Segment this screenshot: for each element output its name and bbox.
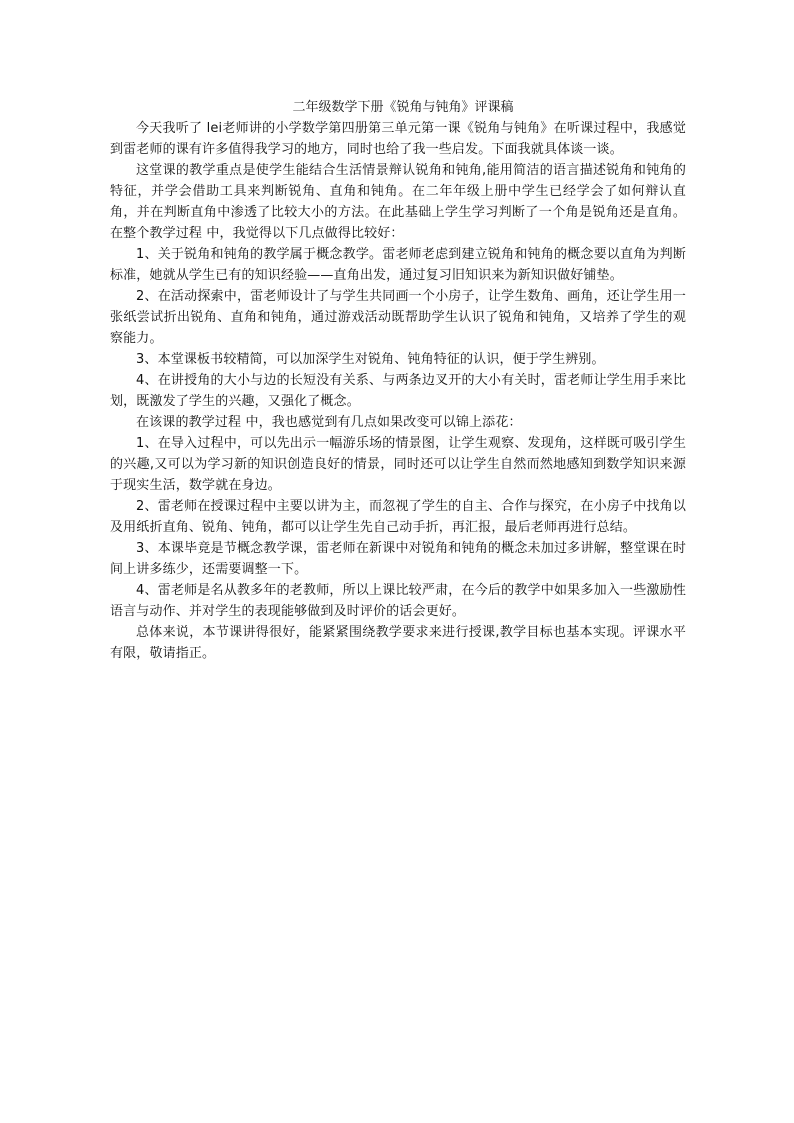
paragraph-intro: 今天我听了 lei老师讲的小学数学第四册第三单元第一课《锐角与钝角》在听课过程中，我感觉到雷老师的课有许多值得我学习的地方，同时也给了我一些启发。下面我就具体谈一谈。 <box>110 121 686 157</box>
paragraph-improvements-intro: 在该课的教学过程 中，我也感觉到有几点如果改变可以锦上添花： <box>136 415 522 430</box>
document-body <box>110 98 686 664</box>
paragraph-teaching-focus: 这堂课的教学重点是使学生能结合生活情景辩认锐角和钝角,能用简洁的语言描述锐角和钝角的特征，并学会借助工具来判断锐角、直角和钝角。在二年年级上册中学生已经学会了如何辩认直角，并在判断直角中渗透了比较大小的方法。在此基础上学生学习判断了一个角是锐角还是直角。在整个教学过程 中，我觉得以下几点做得比较好： <box>110 163 686 241</box>
paragraph-strength-1: 1、关于锐角和钝角的教学属于概念教学。雷老师老虑到建立锐角和钝角的概念要以直角为判断标准，她就从学生已有的知识经验——直角出发，通过复习旧知识来为新知识做好铺垫。 <box>110 247 686 283</box>
paragraph-strength-2: 2、在活动探索中，雷老师设计了与学生共同画一个小房子，让学生数角、画角，还让学生用一张纸尝试折出锐角、直角和钝角，通过游戏活动既帮助学生认识了锐角和钝角，又培养了学生的观察能力。 <box>110 289 686 346</box>
paragraph-conclusion: 总体来说，本节课讲得很好，能紧紧围绕教学要求来进行授课,教学目标也基本实现。评课水平有限，敬请指正。 <box>110 625 686 661</box>
paragraph-improvement-2: 2、雷老师在授课过程中主要以讲为主，而忽视了学生的自主、合作与探究，在小房子中找角以及用纸折直角、锐角、钝角，都可以让学生先自己动手折，再汇报，最后老师再进行总结。 <box>110 499 686 535</box>
paragraph-improvement-4: 4、雷老师是名从教多年的老教师，所以上课比较严肃，在今后的教学中如果多加入一些激励性语言与动作、并对学生的表现能够做到及时评价的话会更好。 <box>110 583 686 619</box>
paragraph-improvement-3: 3、本课毕竟是节概念教学课，雷老师在新课中对锐角和钝角的概念未加过多讲解，整堂课在时间上讲多练少，还需要调整一下。 <box>110 541 686 577</box>
document-title: 二年级数学下册《锐角与钝角》评课稿 <box>292 100 514 115</box>
paragraph-strength-3: 3、本堂课板书较精简，可以加深学生对锐角、钝角特征的认识，便于学生辨别。 <box>136 352 605 367</box>
paragraph-strength-4: 4、在讲授角的大小与边的长短没有关系、与两条边叉开的大小有关时，雷老师让学生用手来比划，既激发了学生的兴趣，又强化了概念。 <box>110 373 686 409</box>
paragraph-improvement-1: 1、在导入过程中，可以先出示一幅游乐场的情景图，让学生观察、发现角，这样既可吸引学生的兴趣,又可以为学习新的知识创造良好的情景，同时还可以让学生自然而然地感知到数学知识来源于现实生活，数学就在身边。 <box>110 436 686 493</box>
